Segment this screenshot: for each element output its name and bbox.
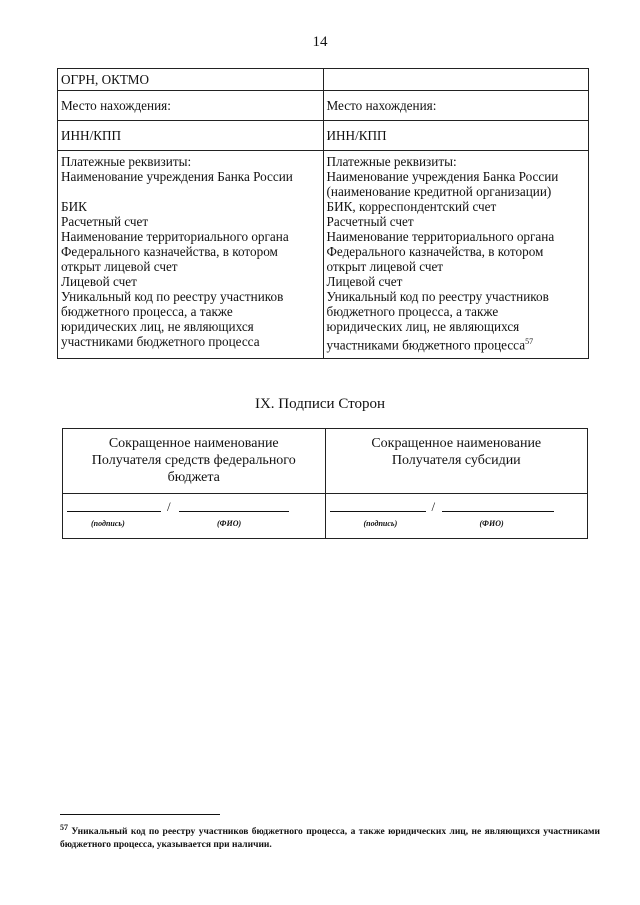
cell-line: ОГРН, ОКТМО — [61, 72, 150, 87]
cell-line: Расчетный счет — [326, 214, 414, 229]
cell-line: ИНН/КПП — [61, 128, 122, 143]
right-signature-block — [326, 494, 588, 538]
left-party-cell — [58, 91, 324, 121]
left-party-cell — [58, 69, 324, 91]
signatures-table — [62, 428, 588, 539]
footnote: $^{57}$ Уникальный код по реестру участников бюджетного процесса, а также юридических лиц, не являющихся участниками бюджетного процесса, указывается при наличии. — [60, 823, 600, 851]
section-heading: IX. Подписи Сторон — [254, 396, 386, 412]
cell-line: ИНН/КПП — [326, 128, 387, 143]
right-party-cell — [323, 91, 589, 121]
footnote-separator — [60, 814, 220, 815]
cell-line: Федерального казначейства, в котором — [61, 244, 278, 259]
signature-line — [67, 511, 161, 512]
slash: / — [167, 499, 171, 514]
table-row — [58, 151, 589, 359]
signature-caption: (подпись) — [363, 519, 398, 528]
cell-line: Уникальный код по реестру участников — [61, 289, 284, 304]
cell-line — [61, 184, 320, 199]
left-party-cell — [58, 121, 324, 151]
cell-line: бюджетного процесса, а также — [61, 304, 233, 319]
cell-line: Платежные реквизиты: — [61, 154, 192, 169]
cell-line: Наименование учреждения Банка России — [326, 169, 559, 184]
right-party-cell — [323, 151, 589, 359]
cell-line: (наименование кредитной организации) — [326, 184, 552, 199]
cell-line: Уникальный код по реестру участников — [326, 289, 549, 304]
right-party-cell — [323, 69, 589, 91]
cell-line: Платежные реквизиты: — [326, 154, 457, 169]
cell-line: Лицевой счет — [326, 274, 403, 289]
left-signature-block — [63, 494, 325, 538]
cell-line: БИК — [61, 199, 87, 214]
slash: / — [431, 499, 436, 514]
cell-line: юридических лиц, не являющихся — [61, 319, 254, 334]
cell-line: Расчетный счет — [61, 214, 149, 229]
cell-line: Федерального казначейства, в котором — [326, 244, 544, 259]
name-line — [179, 511, 289, 512]
cell-line: Наименование учреждения Банка России — [61, 169, 293, 184]
cell-line: бюджетного процесса, а также — [326, 304, 499, 319]
left-party-title: Сокращенное наименование Получателя средств федерального бюджета — [63, 429, 326, 494]
cell-line: юридических лиц, не являющихся — [326, 319, 520, 334]
right-party-title: Сокращенное наименование Получателя субсидии — [325, 429, 588, 494]
requisites-table — [57, 68, 589, 359]
name-caption: (ФИО) — [479, 519, 504, 528]
name-line — [442, 511, 554, 512]
cell-line: Место нахождения: — [61, 98, 171, 113]
cell-line: участниками бюджетного процесса — [326, 337, 526, 353]
footnote-ref: 57 — [525, 337, 534, 346]
cell-line: открыт лицевой счет — [326, 259, 444, 274]
cell-line: БИК, корреспондентский счет — [326, 199, 497, 214]
cell-line: Лицевой счет — [61, 274, 137, 289]
signature-line — [330, 511, 426, 512]
name-caption: (ФИО) — [217, 519, 242, 528]
cell-line: Наименование территориального органа — [61, 229, 289, 244]
right-party-cell — [323, 121, 589, 151]
cell-line: участниками бюджетного процесса — [61, 334, 260, 349]
left-party-cell — [58, 151, 324, 359]
table-row — [58, 121, 589, 151]
table-row — [58, 91, 589, 121]
table-row — [58, 69, 589, 91]
page-number: 14 — [312, 34, 328, 50]
cell-line: Наименование территориального органа — [326, 229, 555, 244]
signature-caption: (подпись) — [91, 519, 125, 528]
cell-line: Место нахождения: — [326, 98, 437, 113]
cell-line: открыт лицевой счет — [61, 259, 178, 274]
